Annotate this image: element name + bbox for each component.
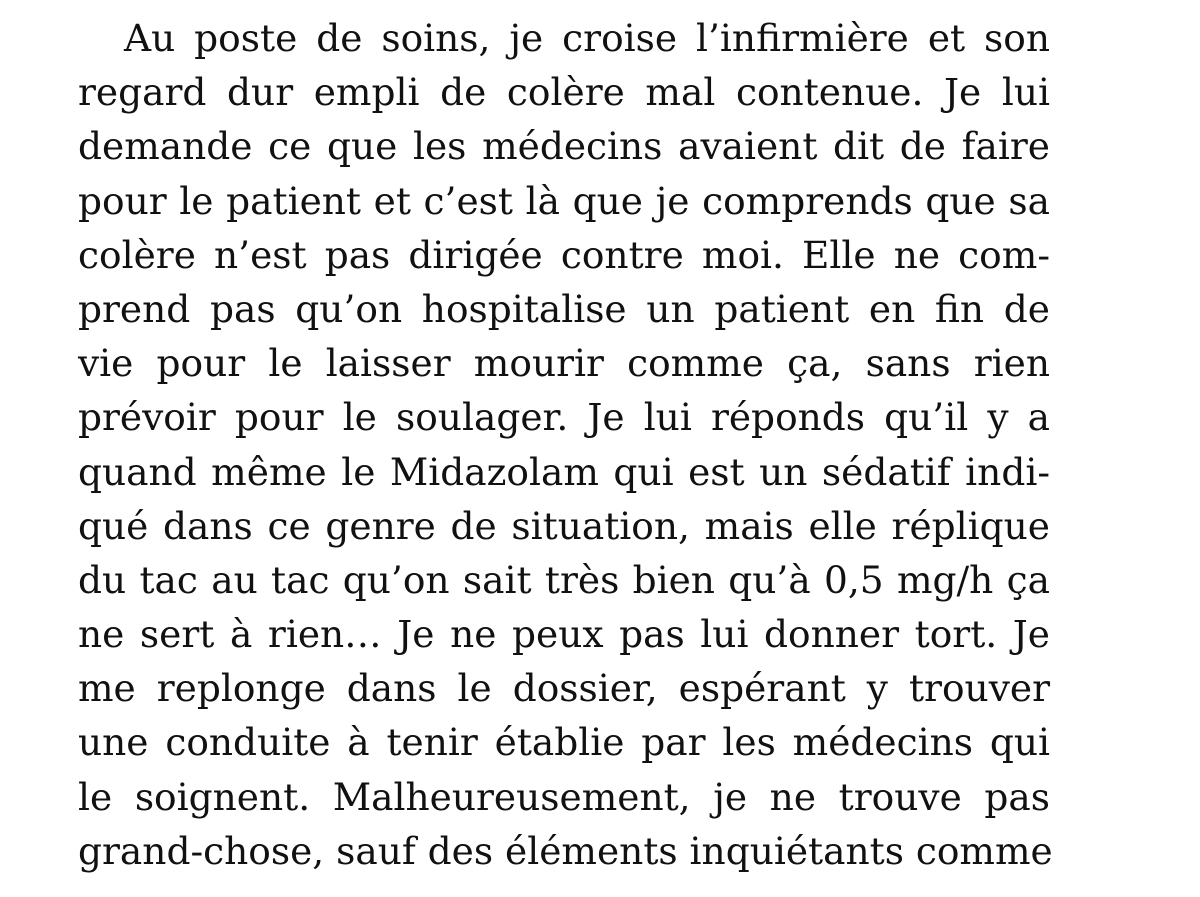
text-line: me replonge dans le dossier, espérant y trouver (78, 666, 1050, 711)
text-line: prévoir pour le soulager. Je lui réponds qu’il y a (78, 395, 1050, 440)
text-line: colère n’est pas dirigée contre moi. Elle ne com- (78, 232, 1050, 277)
text-line: pour le patient et c’est là que je comprends que sa (78, 178, 1050, 223)
text-line: regard dur empli de colère mal contenue. Je lui (78, 70, 1050, 115)
text-line: quand même le Midazolam qui est un sédatif indi- (78, 449, 1050, 494)
text-line: Au poste de soins, je croise l’infirmière et son (124, 16, 1050, 60)
body-paragraph (78, 11, 1053, 878)
text-line: ne sert à rien… Je ne peux pas lui donner tort. Je (78, 612, 1050, 657)
text-line: le soignent. Malheureusement, je ne trouve pas (78, 774, 1050, 819)
text-line: demande ce que les médecins avaient dit de faire (78, 124, 1050, 169)
text-line: prend pas qu’on hospitalise un patient en fin de (78, 286, 1050, 331)
text-line: du tac au tac qu’on sait très bien qu’à 0,5 mg/h ça (78, 557, 1050, 602)
text-line: qué dans ce genre de situation, mais elle réplique (78, 503, 1050, 548)
text-line: grand-chose, sauf des éléments inquiétants comme (78, 828, 1053, 873)
text-line: une conduite à tenir établie par les médecins qui (78, 720, 1050, 765)
text-line: vie pour le laisser mourir comme ça, sans rien (78, 341, 1050, 386)
